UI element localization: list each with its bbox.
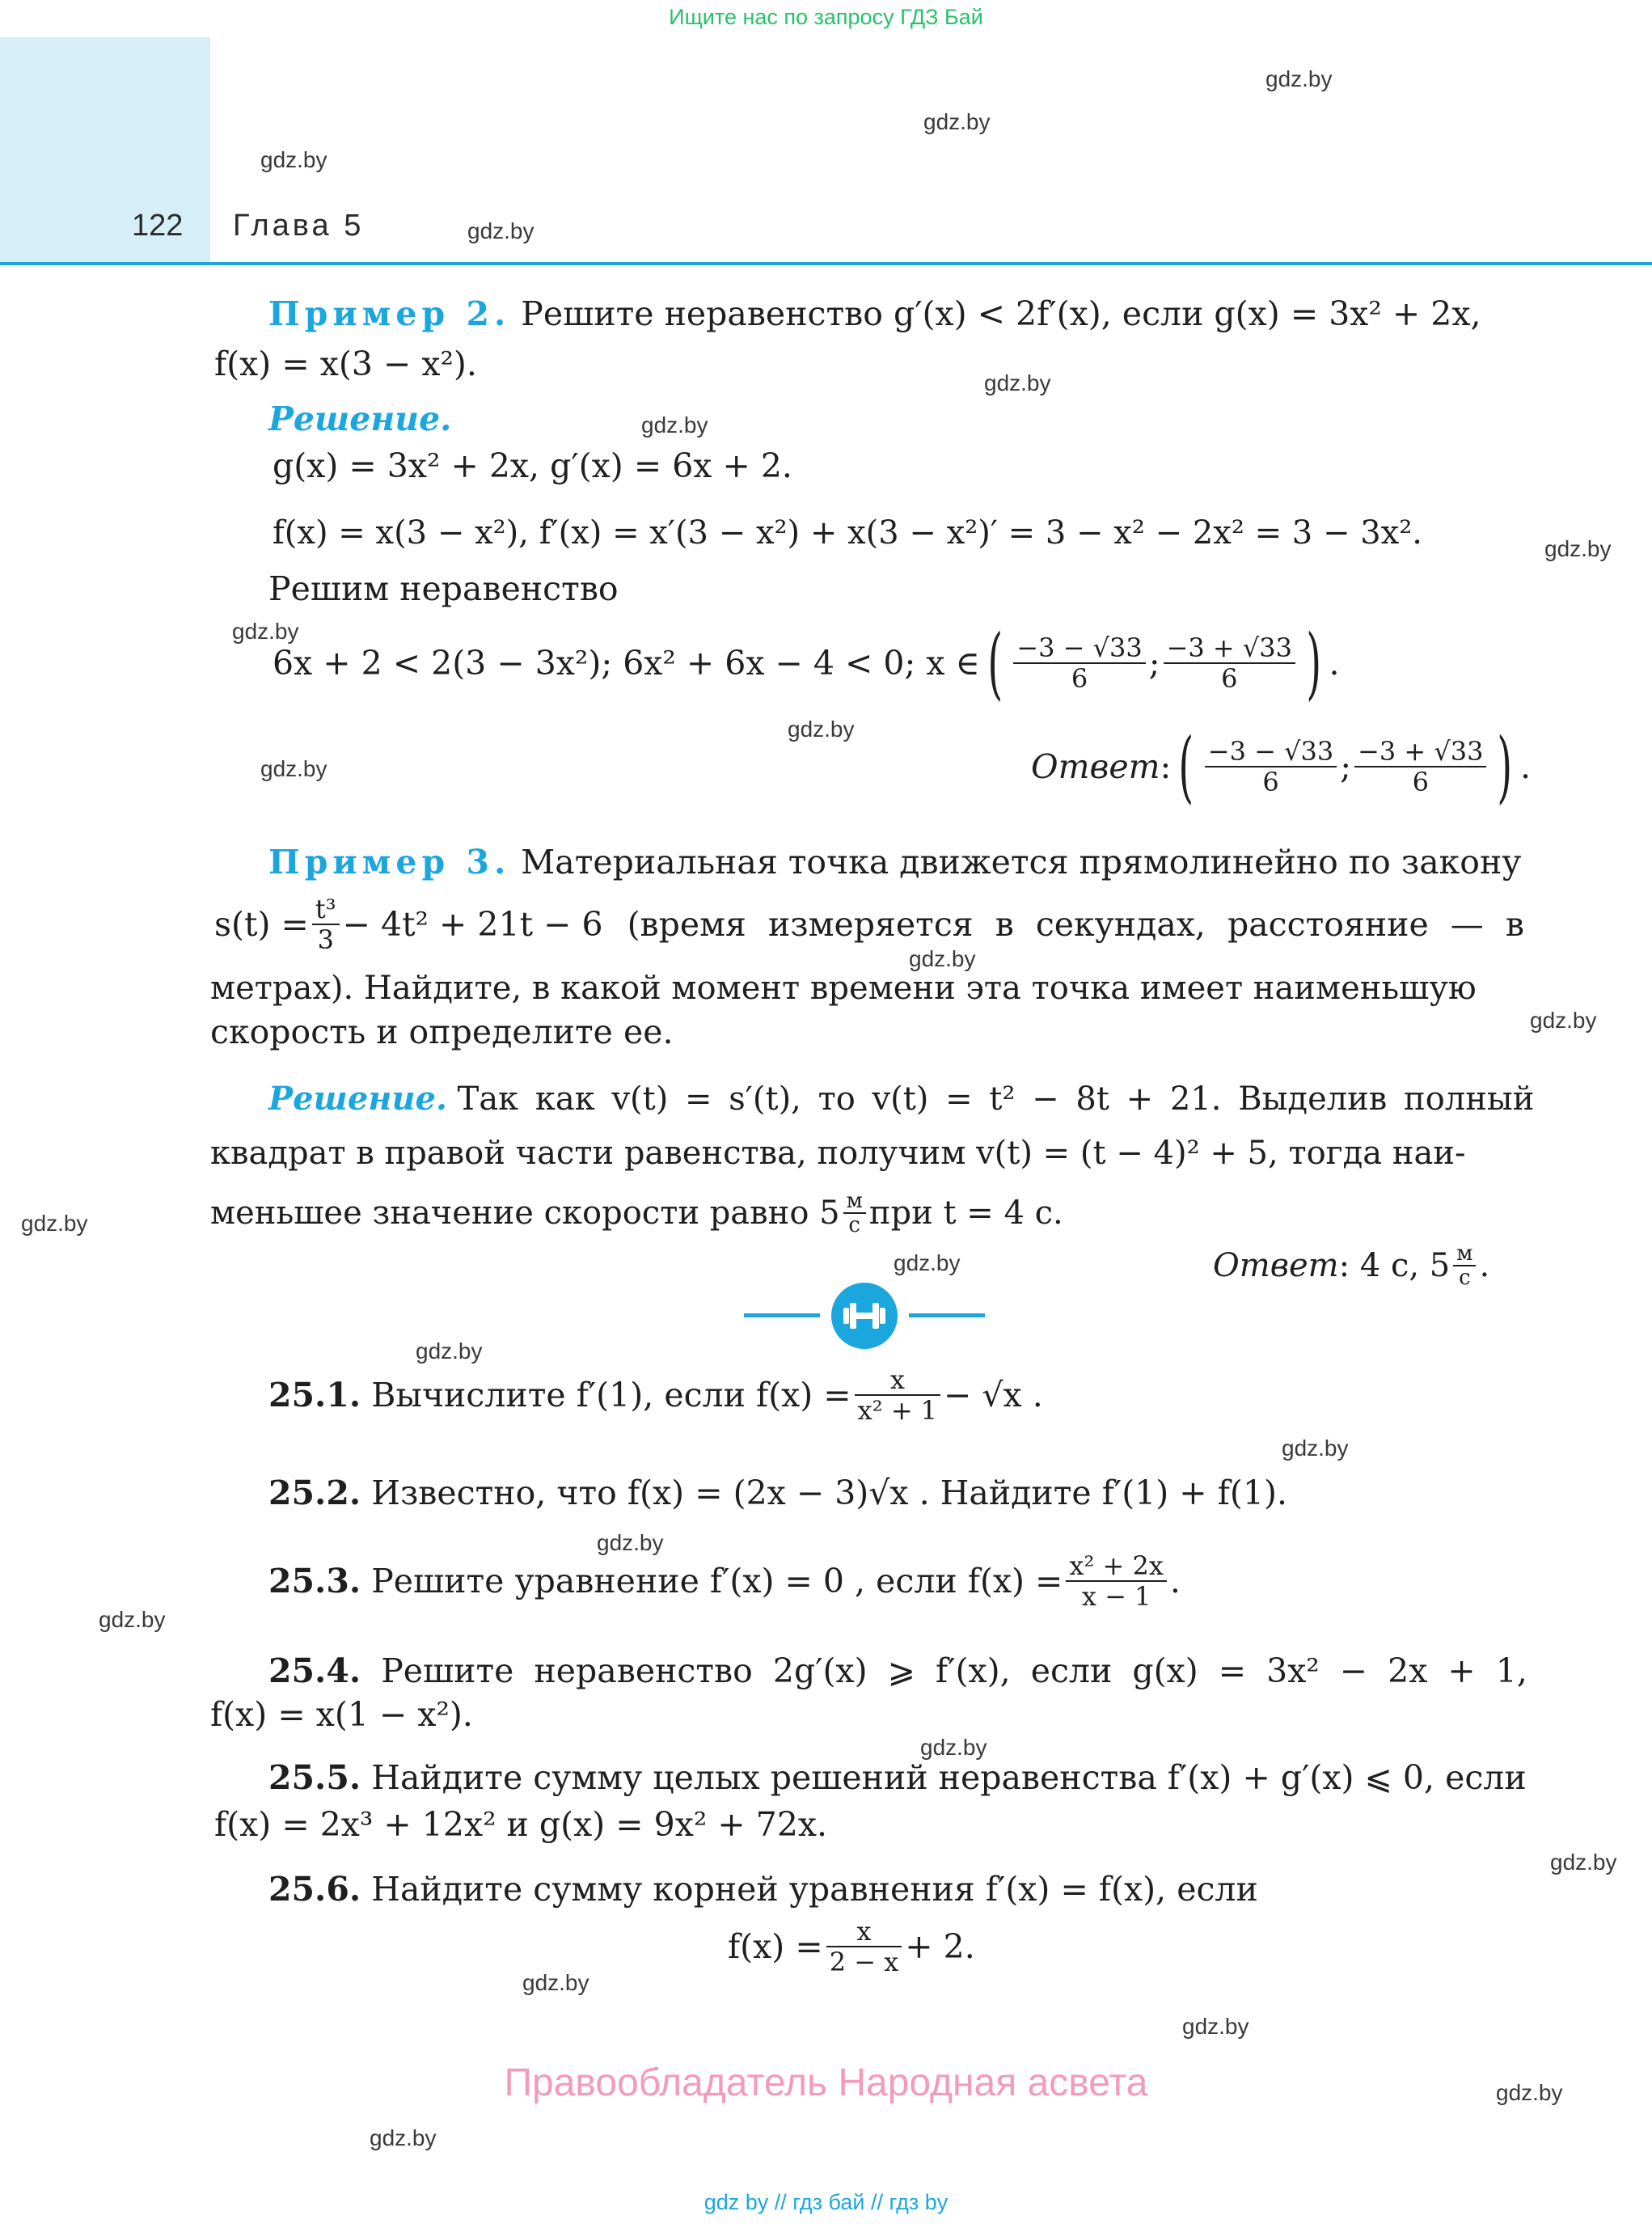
right-paren: ) — [1497, 721, 1513, 812]
left-paren: ( — [1178, 721, 1194, 812]
exercise-text: Решите уравнение f′(x) = 0 , если f(x) = — [371, 1562, 1063, 1600]
fraction-left — [1013, 633, 1145, 693]
fraction — [855, 1365, 940, 1425]
example2-heading: Пример 2. — [268, 294, 511, 333]
answer-label: Ответ — [1031, 747, 1160, 786]
exercise-number: 25.1. — [268, 1376, 361, 1414]
unit-m-per-s — [1453, 1242, 1476, 1289]
unit-denominator: с — [1459, 1266, 1471, 1290]
footer-links[interactable]: gdz by // гдз бай // гдз by — [703, 2190, 949, 2214]
watermark: gdz.by — [788, 717, 855, 742]
fraction-numerator: x — [826, 1917, 902, 1947]
example3-sol2: квадрат в правой части равенства, получим v(t) = (t − 4)² + 5, тогда наи- — [210, 1135, 1466, 1172]
fraction-numerator: x² + 2x — [1066, 1551, 1166, 1582]
exercise-25-3 — [268, 1545, 1181, 1617]
top-banner: Ищите нас по запросу ГДЗ Бай — [669, 5, 983, 29]
example2-statement: Решите неравенство g′(x) < 2f′(x), если g(x) = 3x² + 2x, — [521, 294, 1481, 333]
example3-text2-rest: (время измеряется в секундах, расстояние — в — [627, 905, 1524, 944]
fraction-denominator: x² + 1 — [857, 1395, 938, 1426]
unit-m-per-s — [843, 1190, 866, 1237]
example2-line2: f(x) = x(3 − x²), f′(x) = x′(3 − x²) + x(3 − x²)′ = 3 − x² − 2x² = 3 − 3x². — [273, 514, 1422, 552]
copyright-notice: Правообладатель Народная асвета — [504, 2061, 1148, 2104]
page-number: 122 — [132, 209, 184, 243]
fraction-denominator: 6 — [1071, 663, 1088, 694]
exercise-25-6-formula — [728, 1910, 975, 1983]
example3-solution-line1 — [268, 1078, 1534, 1120]
fraction-right — [1354, 737, 1486, 797]
fraction-numerator: −3 + √33 — [1164, 633, 1295, 664]
example3-text1: Материальная точка движется прямолинейно по закону — [521, 843, 1522, 882]
watermark: gdz.by — [21, 1211, 88, 1236]
right-paren: ) — [1306, 618, 1322, 708]
exercise-25-1 — [268, 1359, 1043, 1431]
semicolon: ; — [1340, 747, 1352, 786]
unit-numerator: м — [1453, 1242, 1476, 1266]
example3-answer — [1213, 1233, 1489, 1298]
dumbbell-icon-graphic — [831, 1283, 898, 1349]
watermark: gdz.by — [597, 1530, 664, 1555]
watermark: gdz.by — [522, 1970, 589, 1995]
fraction-denominator: 6 — [1412, 767, 1429, 797]
example2-line3: Решим неравенство — [268, 569, 619, 608]
formula-end: + 2. — [905, 1927, 975, 1966]
answer-label: Ответ — [1213, 1247, 1339, 1284]
unit-numerator: м — [843, 1190, 866, 1214]
exercise-text: Найдите сумму корней уравнения f′(x) = f(x), если — [371, 1870, 1258, 1909]
fraction-numerator: x — [855, 1365, 940, 1396]
exercise-25-4-cont: f(x) = x(1 − x²). — [210, 1695, 473, 1734]
example2-line4-main: 6x + 2 < 2(3 − 3x²); 6x² + 6x − 4 < 0; x ∈ — [273, 644, 980, 683]
exercise-25-5-cont: f(x) = 2x³ + 12x² и g(x) = 9x² + 72x. — [214, 1805, 828, 1844]
fraction-denominator: x − 1 — [1081, 1581, 1151, 1612]
exercise-text: Решите неравенство 2g′(x) ⩾ f′(x), если g(x) = 3x² − 2x + 1, — [381, 1651, 1527, 1690]
header-rule — [0, 262, 1652, 265]
unit-denominator: с — [848, 1213, 860, 1237]
fraction-right — [1164, 633, 1295, 693]
watermark: gdz.by — [370, 2125, 437, 2150]
watermark: gdz.by — [923, 109, 991, 134]
exercise-number: 25.5. — [268, 1758, 361, 1797]
example3-solution-label: Решение. — [268, 1080, 447, 1118]
watermark: gdz.by — [260, 756, 327, 781]
watermark: gdz.by — [641, 412, 708, 438]
example2-answer — [1031, 721, 1531, 812]
watermark: gdz.by — [467, 218, 534, 243]
semicolon: ; — [1148, 644, 1160, 683]
exercise-tail: . — [1169, 1562, 1181, 1600]
formula-start: f(x) = — [728, 1927, 823, 1966]
fraction-numerator: t³ — [312, 894, 340, 925]
example3-text3: метрах). Найдите, в какой момент времени эта точка имеет наименьшую — [210, 970, 1477, 1007]
fraction-denominator: 6 — [1262, 767, 1279, 797]
watermark: gdz.by — [1265, 66, 1333, 91]
exercise-number: 25.3. — [268, 1562, 361, 1600]
period: . — [1479, 1247, 1490, 1284]
example2-line1: g(x) = 3x² + 2x, g′(x) = 6x + 2. — [273, 446, 792, 485]
example3-line1 — [268, 841, 1522, 883]
fraction-numerator: −3 − √33 — [1205, 737, 1337, 767]
exercise-number: 25.6. — [268, 1870, 361, 1909]
exercise-tail: − √x . — [944, 1376, 1043, 1414]
example3-text4: скорость и определите ее. — [210, 1013, 674, 1051]
watermark: gdz.by — [984, 370, 1051, 395]
formula-s-end: − 4t² + 21t − 6 — [342, 905, 603, 944]
colon: : — [1160, 747, 1172, 786]
exercise-25-4 — [268, 1650, 1527, 1692]
exercise-25-6 — [268, 1868, 1258, 1910]
watermark: gdz.by — [260, 147, 327, 172]
fraction — [1066, 1551, 1166, 1611]
answer-value: : 4 с, 5 — [1338, 1247, 1451, 1284]
period: . — [1519, 747, 1531, 786]
example2-statement-cont: f(x) = x(3 − x²). — [214, 345, 477, 383]
example3-sol1: Так как v(t) = s′(t), то v(t) = t² − 8t + 21. Выделив полный — [457, 1080, 1535, 1118]
example3-line2 — [214, 888, 1524, 961]
fraction-numerator: −3 + √33 — [1354, 737, 1486, 767]
example3-heading: Пример 3. — [268, 843, 511, 882]
watermark: gdz.by — [1496, 2080, 1563, 2105]
watermark: gdz.by — [99, 1607, 166, 1632]
fraction — [826, 1917, 902, 1977]
example2-solution-label: Решение. — [268, 400, 452, 438]
example3-sol3-start: меньшее значение скорости равно 5 — [210, 1194, 840, 1232]
watermark: gdz.by — [909, 946, 976, 971]
example2-heading-line — [268, 293, 1522, 335]
watermark: gdz.by — [1550, 1850, 1617, 1875]
watermark: gdz.by — [416, 1338, 483, 1364]
formula-s-start: s(t) = — [214, 905, 309, 944]
period: . — [1329, 644, 1340, 683]
fraction-denominator: 6 — [1221, 663, 1238, 694]
example2-line4 — [273, 618, 1340, 708]
fraction-denominator: 2 − x — [829, 1947, 899, 1977]
example3-sol3 — [210, 1181, 1063, 1245]
fraction-t3-over-3 — [312, 894, 340, 954]
fraction-denominator: 3 — [317, 924, 334, 955]
exercise-number: 25.2. — [268, 1474, 361, 1512]
example3-sol3-end: при t = 4 с. — [868, 1194, 1063, 1232]
exercise-text: Вычислите f′(1), если f(x) = — [371, 1376, 851, 1414]
exercise-25-5 — [268, 1757, 1527, 1799]
fraction-left — [1205, 737, 1337, 797]
left-paren: ( — [987, 618, 1003, 708]
watermark: gdz.by — [1544, 536, 1612, 561]
fraction-numerator: −3 − √33 — [1013, 633, 1145, 664]
exercise-text: Найдите сумму целых решений неравенства f′(x) + g′(x) ⩽ 0, если — [371, 1758, 1527, 1797]
watermark: gdz.by — [920, 1735, 987, 1760]
exercise-25-2 — [268, 1472, 1287, 1514]
watermark: gdz.by — [1530, 1008, 1597, 1033]
divider-left — [744, 1313, 820, 1317]
watermark: gdz.by — [232, 619, 299, 644]
exercise-number: 25.4. — [268, 1651, 361, 1690]
dumbbell-icon — [831, 1283, 898, 1349]
watermark: gdz.by — [1282, 1435, 1349, 1461]
chapter-label: Глава 5 — [233, 209, 365, 243]
exercise-text: Известно, что f(x) = (2x − 3)√x . Найдите f′(1) + f(1). — [371, 1474, 1287, 1512]
divider-right — [909, 1313, 985, 1317]
watermark: gdz.by — [1182, 2014, 1249, 2039]
watermark: gdz.by — [894, 1250, 961, 1275]
